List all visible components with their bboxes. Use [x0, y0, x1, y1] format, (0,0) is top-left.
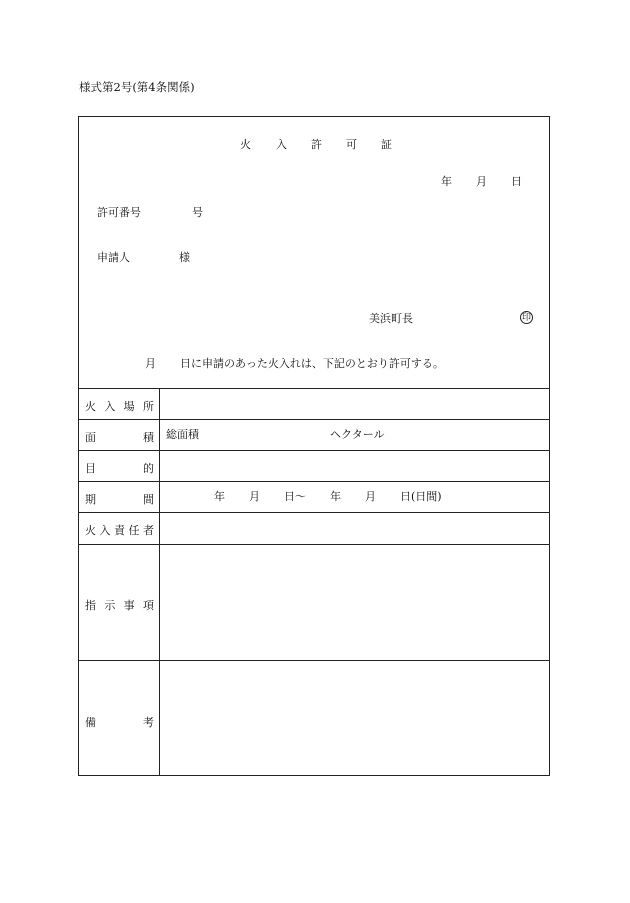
- period-end-day: 日(日間): [400, 490, 442, 503]
- statement-text: 日に申請のあった火入れは、下記のとおり許可する。: [180, 357, 444, 370]
- row-divider: [79, 450, 549, 451]
- form-reference: 様式第2号(第4条関係): [79, 80, 195, 94]
- period-start-year: 年: [214, 490, 225, 503]
- area-unit: ヘクタール: [330, 428, 385, 441]
- seal-mark: 印: [521, 313, 531, 323]
- period-start-month: 月: [249, 490, 260, 503]
- title-char-4: 可: [346, 138, 357, 151]
- date-month: 月: [476, 175, 487, 188]
- purpose-label: 目 的: [85, 462, 154, 475]
- applicant-honorific: 様: [179, 251, 190, 264]
- area-total-label: 総面積: [166, 428, 199, 441]
- permit-form: [78, 116, 550, 776]
- remarks-label: 備 考: [85, 716, 154, 729]
- period-end-year: 年: [330, 490, 341, 503]
- row-divider: [79, 481, 549, 482]
- title-char-2: 入: [276, 138, 287, 151]
- area-label: 面 積: [85, 431, 154, 444]
- permit-number-label: 許可番号: [97, 206, 141, 219]
- statement-month: 月: [145, 357, 156, 370]
- period-start-day: 日〜: [284, 490, 306, 503]
- date-day: 日: [511, 175, 522, 188]
- title-char-1: 火: [240, 138, 251, 151]
- column-divider: [159, 388, 160, 775]
- instructions-label: 指 示 事 項: [85, 599, 154, 612]
- permit-number-suffix: 号: [192, 206, 203, 219]
- row-divider: [79, 544, 549, 545]
- responsible-label: 火 入 責 任 者: [85, 524, 154, 537]
- period-end-month: 月: [365, 490, 376, 503]
- location-label: 火 入 場 所: [85, 400, 154, 413]
- row-divider: [79, 660, 549, 661]
- row-divider: [79, 419, 549, 420]
- row-divider: [79, 512, 549, 513]
- issuer-name: 美浜町長: [369, 312, 413, 325]
- applicant-label: 申請人: [97, 251, 130, 264]
- title-char-3: 許: [311, 138, 322, 151]
- date-year: 年: [441, 175, 452, 188]
- row-divider: [79, 388, 549, 389]
- period-label: 期 間: [85, 493, 154, 506]
- title-char-5: 証: [381, 138, 392, 151]
